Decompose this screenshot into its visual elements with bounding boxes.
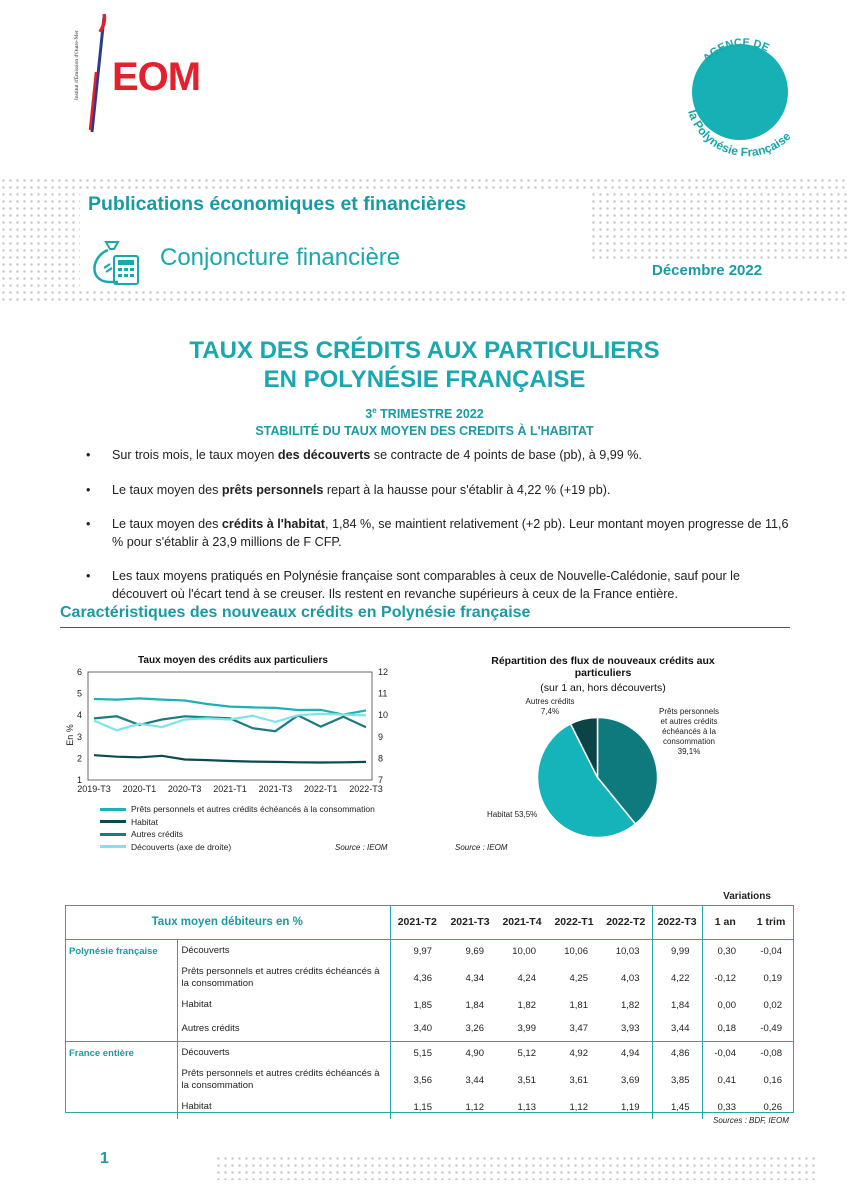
key-points	[86, 447, 794, 620]
table-cell: 1,45	[652, 1095, 702, 1119]
table-cell: 1,12	[569, 1101, 588, 1113]
category-label: Découverts	[177, 939, 390, 963]
col-header: 2021-T2	[390, 905, 444, 939]
y-tick-label: 2	[76, 753, 82, 764]
col-header: 2022-T1	[548, 905, 600, 939]
pie-chart-source: Source : IEOM	[455, 843, 508, 852]
y2-tick-label: 11	[378, 688, 388, 699]
table-row	[65, 1017, 794, 1041]
table-cell: 4,34	[465, 972, 484, 984]
table-cell: 4,94	[600, 1041, 652, 1065]
table-row	[65, 1065, 794, 1095]
series-line	[94, 755, 366, 762]
col-header: 2021-T3	[444, 905, 496, 939]
table-cell: 10,03	[600, 939, 652, 963]
x-tick-label: 2020-T1	[122, 784, 157, 794]
agency-badge	[668, 20, 818, 170]
quarter-line: 3e TRIMESTRE 2022	[365, 406, 484, 422]
table-cell: 4,25	[569, 972, 588, 984]
x-tick-label: 2019-T3	[77, 784, 111, 794]
table-cell: 10,00	[512, 945, 536, 957]
y-tick-label: 6	[76, 667, 82, 677]
dotted-band-bottom	[0, 289, 849, 303]
table-cell: 4,92	[548, 1041, 600, 1065]
headline: STABILITÉ DU TAUX MOYEN DES CREDITS À L'HABITAT	[255, 424, 594, 439]
table-cell: 3,85	[652, 1065, 702, 1095]
ieom-logo	[60, 12, 220, 137]
dotted-band-left	[0, 191, 80, 289]
legend-swatch	[100, 820, 126, 823]
legend-swatch	[100, 845, 126, 848]
pie-label-habitat: Habitat 53,5%	[487, 810, 538, 819]
category-label: Découverts	[177, 1041, 390, 1065]
table-cell: -0,04	[702, 1041, 748, 1065]
dotted-band-footer	[215, 1155, 815, 1180]
table-cell: 3,56	[413, 1074, 432, 1086]
region-label	[65, 1095, 177, 1119]
table-cell: 3,51	[517, 1074, 536, 1086]
svg-text:EOM: EOM	[112, 55, 201, 99]
table-row	[65, 939, 794, 963]
region-label	[65, 1065, 177, 1095]
page-number: 1	[100, 1150, 109, 1167]
table-cell: -0,12	[714, 972, 736, 984]
table-cell: 3,40	[413, 1023, 432, 1035]
legend-swatch	[100, 808, 126, 811]
category-label: Habitat	[177, 1095, 390, 1119]
category-label: Prêts personnels et autres crédits échéancés à la consommation	[177, 1065, 390, 1095]
bullet-item: • Le taux moyen des crédits à l'habitat, 1,84 %, se maintient relativement (+2 pb). Leur montant moyen progresse de 11,6 % pour s'établir à 23,9 millions de F CFP.	[86, 516, 794, 551]
col-header: 2022-T2	[600, 905, 652, 939]
bullet-item: • Le taux moyen des prêts personnels repart à la hausse pour s'établir à 4,22 % (+19 pb).	[86, 482, 794, 500]
main-title	[0, 336, 849, 394]
table-cell: 0,30	[717, 945, 736, 957]
line-chart	[60, 650, 400, 810]
bullet-item: • Sur trois mois, le taux moyen des découverts se contracte de 4 points de base (pb), à 9,99 %.	[86, 447, 794, 465]
dotted-band-top	[0, 177, 849, 191]
table-cell: -0,08	[748, 1041, 794, 1065]
y2-tick-label: 10	[378, 710, 389, 721]
table-cell: 1,84	[465, 999, 484, 1011]
table-cell: 1,12	[465, 1101, 484, 1113]
table-cell: 3,99	[517, 1023, 536, 1035]
table-cell: 1,84	[652, 993, 702, 1017]
y-tick-label: 5	[76, 688, 82, 699]
col-header: 2021-T4	[496, 905, 548, 939]
series-line	[94, 715, 366, 731]
table-cell: 0,00	[717, 999, 736, 1011]
col-header: 1 trim	[748, 905, 794, 939]
y2-tick-label: 9	[378, 731, 384, 742]
x-tick-label: 2022-T1	[303, 784, 338, 794]
table-cell: 3,44	[652, 1017, 702, 1041]
table-cell: 1,82	[517, 999, 536, 1011]
table-cell: 1,15	[413, 1101, 432, 1113]
publication-title: Publications économiques et financières	[88, 193, 467, 215]
pie-label-prets: Prêts personnels et autres crédits échéancés à la consommation 39,1%	[658, 707, 720, 756]
subtitle	[0, 402, 849, 440]
region-label: Polynésie française	[65, 939, 177, 963]
x-tick-label: 2020-T3	[167, 784, 202, 794]
x-tick-label: 2021-T1	[213, 784, 247, 794]
pie-chart-subtitle: (sur 1 an, hors découverts)	[540, 682, 666, 694]
pie-chart-title: Répartition des flux de nouveaux crédits aux particuliers	[491, 655, 715, 679]
section-title: Caractéristiques des nouveaux crédits en Polynésie française	[60, 604, 531, 621]
publication-date: Décembre 2022	[652, 262, 763, 279]
rates-table	[65, 905, 794, 1119]
dotted-band-right	[590, 191, 849, 261]
line-chart-source: Source : IEOM	[335, 843, 388, 852]
table-row	[65, 1041, 794, 1065]
variations-header: Variations	[723, 891, 771, 902]
y2-tick-label: 12	[378, 667, 389, 677]
legend-label: Prêts personnels et autres crédits échéancés à la consommation	[131, 804, 375, 814]
pie-label-autres: Autres crédits 7,4%	[525, 697, 575, 716]
agency-bottom-text: la Polynésie Française	[685, 108, 794, 160]
table-cell: 4,03	[600, 963, 652, 993]
table-cell: -0,49	[760, 1023, 782, 1035]
x-tick-label: 2021-T3	[258, 784, 293, 794]
table-row	[65, 1095, 794, 1119]
legend-swatch	[100, 833, 126, 836]
main-title-line2: EN POLYNÉSIE FRANÇAISE	[263, 366, 586, 393]
logo-subtext: Institut d'Émission d'Outre-Mer	[74, 30, 80, 100]
table-cell: 10,06	[564, 945, 588, 957]
line-chart-ylabel: En %	[65, 724, 75, 746]
table-cell: 9,69	[465, 945, 484, 957]
region-label	[65, 1017, 177, 1041]
table-title: Taux moyen débiteurs en %	[65, 905, 390, 939]
x-tick-label: 2022-T3	[349, 784, 383, 794]
table-cell: 5,15	[390, 1041, 444, 1065]
legend-entry	[100, 828, 375, 841]
table-cell: 0,02	[763, 999, 782, 1011]
table-cell: 3,26	[465, 1023, 484, 1035]
agency-top-text: AGENCE DE	[700, 36, 772, 65]
bullet-item: • Les taux moyens pratiqués en Polynésie française sont comparables à ceux de Nouvelle-Calédonie, sauf pour le découvert où l'écart tend à se creuser. Ils restent en revanche supérieurs à ceux de la France entière.	[86, 568, 794, 603]
legend-label: Habitat	[131, 816, 158, 827]
table-cell: 0,19	[763, 972, 782, 984]
series-title: Conjoncture financière	[160, 244, 401, 271]
table-cell: 3,61	[569, 1074, 588, 1086]
category-label: Habitat	[177, 993, 390, 1017]
table-cell: 4,24	[517, 972, 536, 984]
line-chart-legend	[100, 803, 375, 853]
legend-entry	[100, 803, 375, 816]
legend-entry	[100, 816, 375, 829]
table-cell: 9,97	[413, 945, 432, 957]
table-cell: 0,16	[763, 1074, 782, 1086]
legend-label: Autres crédits	[131, 829, 183, 839]
table-source: Sources : BDF, IEOM	[713, 1116, 789, 1125]
table-cell: -0,04	[760, 945, 782, 957]
table-cell: 3,93	[600, 1017, 652, 1041]
main-title-line1: TAUX DES CRÉDITS AUX PARTICULIERS	[189, 337, 660, 364]
y2-tick-label: 7	[378, 775, 384, 785]
table-cell: 4,22	[652, 963, 702, 993]
y2-tick-label: 8	[378, 753, 384, 764]
legend-entry	[100, 841, 375, 854]
region-label	[65, 963, 177, 993]
legend-label: Découverts (axe de droite)	[131, 841, 232, 852]
table-cell: 0,18	[717, 1023, 736, 1035]
table-cell: 1,82	[600, 993, 652, 1017]
table-cell: 4,90	[444, 1041, 496, 1065]
category-label: Autres crédits	[177, 1017, 390, 1041]
table-cell: 3,47	[569, 1023, 588, 1035]
table-cell: 0,26	[763, 1101, 782, 1113]
money-bag-calculator-icon	[88, 234, 143, 286]
table-cell: 1,19	[600, 1095, 652, 1119]
table-cell: 5,12	[496, 1041, 548, 1065]
table-cell: 3,44	[465, 1074, 484, 1086]
table-cell: 0,33	[717, 1101, 736, 1113]
table-cell: 3,69	[600, 1065, 652, 1095]
table-cell: 1,13	[517, 1101, 536, 1113]
table-cell: 9,99	[652, 939, 702, 963]
table-cell: 4,36	[413, 972, 432, 984]
region-label	[65, 993, 177, 1017]
table-cell: 1,85	[413, 999, 432, 1011]
category-label: Prêts personnels et autres crédits échéancés à la consommation	[177, 963, 390, 993]
table-header-row	[65, 905, 794, 939]
col-header: 2022-T3	[652, 905, 702, 939]
y-tick-label: 1	[76, 775, 82, 785]
line-chart-title: Taux moyen des crédits aux particuliers	[138, 655, 328, 666]
table-cell: 0,41	[717, 1074, 736, 1086]
series-line	[94, 698, 366, 714]
region-label: France entière	[65, 1041, 177, 1065]
pie-chart	[535, 715, 660, 840]
table-cell: 1,81	[569, 999, 588, 1011]
y-tick-label: 3	[76, 731, 82, 742]
y-tick-label: 4	[76, 710, 82, 721]
table-row	[65, 993, 794, 1017]
section-divider	[60, 627, 790, 628]
table-row	[65, 963, 794, 993]
table-cell: 4,86	[652, 1041, 702, 1065]
col-header: 1 an	[702, 905, 748, 939]
